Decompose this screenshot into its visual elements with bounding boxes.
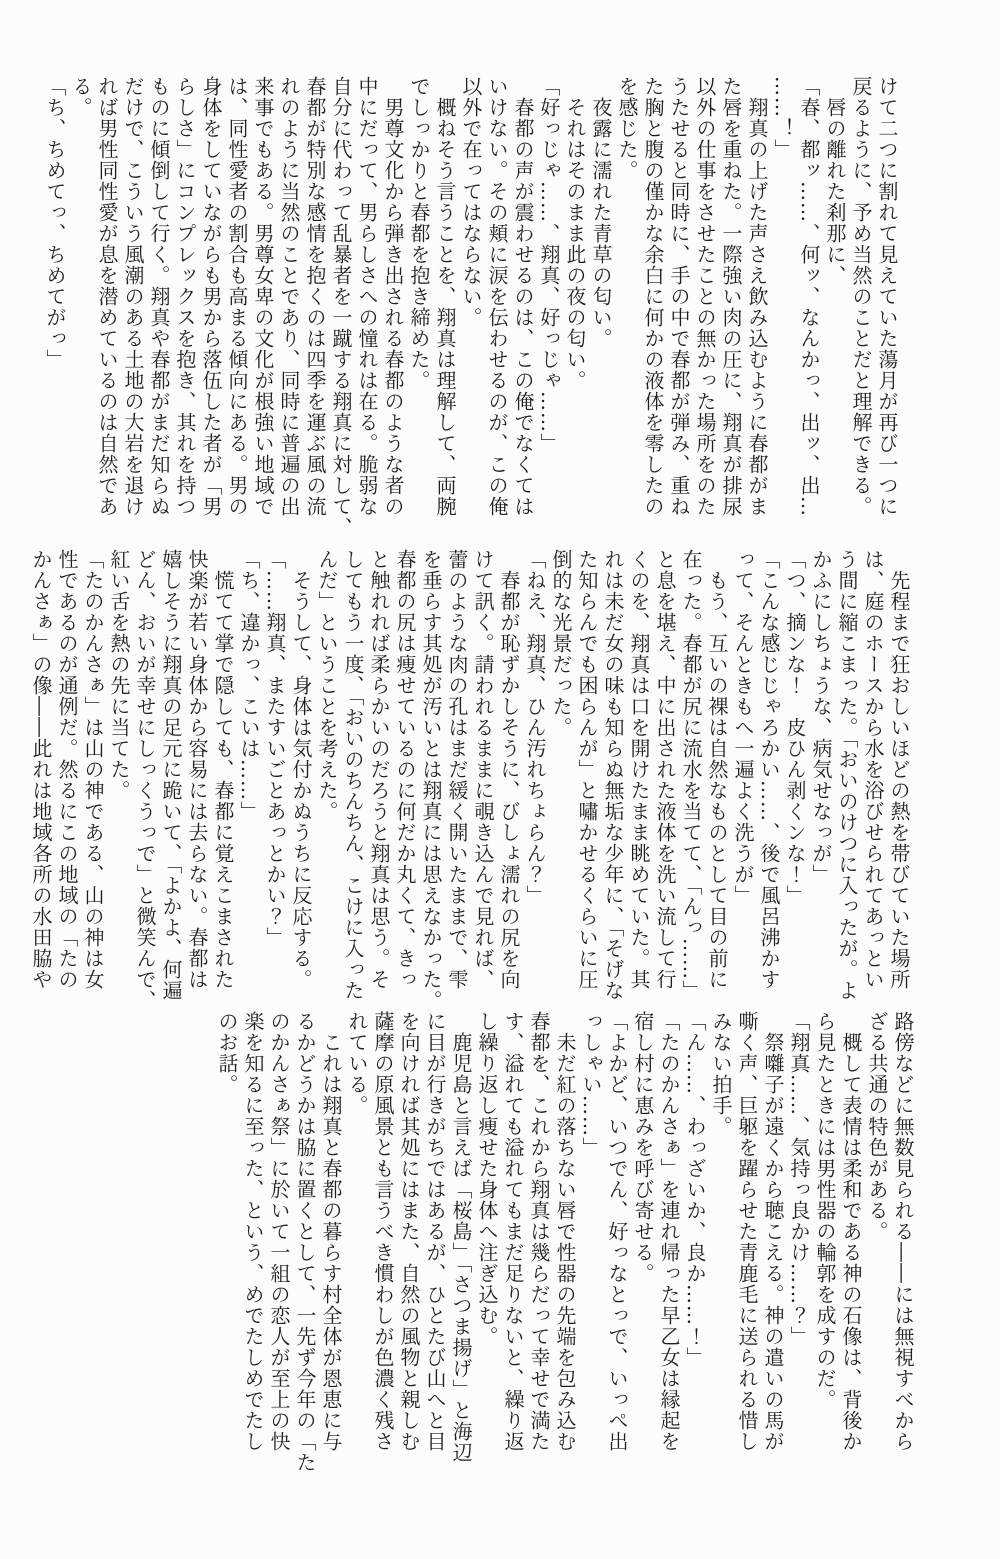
text-column: のお話。 (215, 1011, 239, 1095)
text-column: 嘶く声、巨躯を躍らせた青鹿毛に送られる惜し (735, 1011, 759, 1452)
text-column: 「つ、摘ンな！ 皮ひん剥くンな！」 (783, 549, 807, 906)
text-column: かふにしちょうな、病気せなっが」 (809, 549, 833, 885)
text-column: う間に縮こまった。「おいのけつに入ったが。よ (835, 549, 859, 1001)
text-column: 「ねえ、翔真、ひん汚れちょらん？」 (523, 549, 547, 906)
text-column: た唇を重ねた。一際強い肉の圧に、翔真が排尿 (719, 76, 743, 517)
text-column: そうして、身体は気付かぬうちに反応する。 (289, 549, 313, 990)
text-column: 嬉しそうに翔真の足元に跪いて、「よかよ、何遍 (159, 549, 183, 1001)
text-column: それはそのまま此の夜の匂い。 (563, 76, 587, 391)
text-column: を感じた。 (615, 76, 639, 181)
text-column: 概ねそう言うことを、翔真は理解して、両腕 (433, 76, 457, 517)
text-block-top (42, 76, 900, 538)
text-column: と触れれば柔らかいのだろうと翔真は思う。そ (367, 549, 391, 990)
text-column: 自分に代わって乱暴者を一蹴する翔真に対して、 (329, 76, 353, 538)
text-column: 「……翔真、またすいごとあっとかい？」 (263, 549, 287, 948)
text-column: 鹿児島と言えば「桜島」「さつま揚げ」と海辺 (449, 1011, 473, 1463)
text-column: 慌てて掌で隠しても、春都に覚えこまされた (211, 549, 235, 990)
text-column: してもう一度、「おいのちんちん、こけに入った (341, 549, 365, 1001)
text-column: 「好っじゃ……、翔真、好っじゃ……」 (537, 76, 561, 454)
text-column: みない拍手。 (709, 1011, 733, 1137)
text-column: 戻るように、予め当然のことだと理解できる。 (849, 76, 873, 517)
text-column: 春都が恥ずかしそうに、びしょ濡れの尻を向 (497, 549, 521, 990)
text-column: 春都が特別な感情を抱くのは四季を運ぶ風の流 (303, 76, 327, 517)
text-column: た知らんでも困らんが」と嘯かせるくらいに圧 (575, 549, 599, 990)
text-column: 在った。春都が尻に流水を当てて、「んっ……」 (679, 549, 703, 1001)
text-column: 「ん……、わっざいか、良か……！」 (683, 1011, 707, 1368)
text-column: らしさ」にコンプレックスを抱き、其れを持つ (173, 76, 197, 517)
text-column: 倒的な光景だった。 (549, 549, 573, 738)
text-column: んだ」ということを考えた。 (315, 549, 339, 822)
text-column: た胸と腹の僅かな余白に何かの液体を零したの (641, 76, 665, 517)
text-column: ら見たときには男性器の輪郭を成すのだ。 (813, 1011, 837, 1410)
text-column: 「ち、違かっ、こいは……」 (237, 549, 261, 822)
text-column: けて二つに割れて見えていた蕩月が再び一つに (875, 76, 899, 517)
text-column: 快楽が若い身体から容易には去らない。春都は (185, 549, 209, 990)
text-column: れは未だ女の味も知らぬ無垢な少年に、「そげな (601, 549, 625, 1001)
text-column: 「たのかんさぁ」は山の神である、山の神は女 (81, 549, 105, 990)
text-column: し繰り返し痩せた身体へ注ぎ込む。 (475, 1011, 499, 1347)
text-column: は、庭のホースから水を浴びせられてあっとい (861, 549, 885, 990)
text-column: 来事でもある。男尊女卑の文化が根強い地域で (251, 76, 275, 517)
text-column: 唇の離れた刹那に、 (823, 76, 847, 286)
text-column: どん、おいが幸せにしっくうっで」と微笑んで、 (133, 549, 157, 1011)
text-column: 宿し村に恵みを呼び寄せる。 (631, 1011, 655, 1284)
text-column: 路傍などに無数見られる――には無視すべから (891, 1011, 915, 1452)
text-column: る。 (69, 76, 93, 118)
text-column: って、そんときもへ一遍よく洗うが」 (731, 549, 755, 906)
text-block-middle (28, 549, 912, 1011)
text-column: 「ち、ちめてっ、ちめてがっ」 (43, 76, 67, 370)
text-column: 「こんな感じじゃろかい……、後で風呂沸かす (757, 549, 781, 990)
text-column: 楽を知るに至った、という、めでたしめでたし (241, 1011, 265, 1452)
text-column: 薩摩の原風景とも言うべき慣わしが色濃く残さ (371, 1011, 395, 1452)
text-column: 翔真の上げた声さえ飲み込むように春都がま (745, 76, 769, 517)
text-column: 紅い舌を熱の先に当てた。 (107, 549, 131, 801)
text-column: もう、互いの裸は自然なものとして目の前に (705, 549, 729, 990)
text-column: 身体をしていながらも男から落伍した者が「男 (199, 76, 223, 517)
text-column: 性であるのが通例だ。然るにこの地域の「たの (55, 549, 79, 990)
text-column: 春都の声が震わせるのは、この俺でなくては (511, 76, 535, 517)
text-column: れている。 (345, 1011, 369, 1116)
text-column: いけない。その頬に涙を伝わせるのが、この俺 (485, 76, 509, 517)
text-column: くのを、翔真は口を開けたまま眺めていた。其 (627, 549, 651, 990)
text-column: 以外で在ってはならない。 (459, 76, 483, 328)
text-column: うたせると同時に、手の中で春都が弾み、重ね (667, 76, 691, 517)
text-block-bottom (214, 1011, 916, 1473)
text-column: 中にだって、男らしさへの憧れは在る。脆弱な (355, 76, 379, 517)
text-column: ……！」 (771, 76, 795, 160)
text-column: っしゃい……」 (579, 1011, 603, 1158)
text-column: 「たのかんさぁ」を連れ帰った早乙女は縁起を (657, 1011, 681, 1452)
text-column: を垂らす其処が汚いとは翔真には思えなかった。 (419, 549, 443, 1011)
text-column: 未だ紅の落ちない唇で性器の先端を包み込む (553, 1011, 577, 1452)
text-column: 以外の仕事をさせたことの無かった場所をのた (693, 76, 717, 517)
text-column: 祭囃子が遠くから聴こえる。神の遣いの馬が (761, 1011, 785, 1452)
text-column: だけで、こういう風潮のある土地の大岩を退け (121, 76, 145, 517)
text-column: かんさぁ」の像――此れは地域各所の水田脇や (29, 549, 53, 990)
text-column: 「翔真……、気持っ良かけ……？」 (787, 1011, 811, 1347)
text-column: これは翔真と春都の暮らす村全体が恩恵に与 (319, 1011, 343, 1452)
text-column: す、溢れても溢れてもまだ足りないと、繰り返 (501, 1011, 525, 1452)
text-column: けて訊く。請われるままに覗き込んで見れば、 (471, 549, 495, 990)
text-column: と息を堪え、中に出された液体を洗い流して行 (653, 549, 677, 990)
text-column: 男尊文化から弾き出される春都のような者の (381, 76, 405, 517)
text-column: 先程まで狂おしいほどの熱を帯びていた場所 (887, 549, 911, 990)
text-column: れのように当然のことであり、同時に普遍の出 (277, 76, 301, 517)
text-column: 「春、都ッ……、何ッ、なんかっ、出ッ、出… (797, 76, 821, 517)
text-column: ざる共通の特色がある。 (865, 1011, 889, 1242)
text-column: に目が行きがちではあるが、ひとたび山へと目 (423, 1011, 447, 1452)
text-column: 夜露に濡れた青草の匂い。 (589, 76, 613, 349)
text-column: は、同性愛者の割合も高まる傾向にある。男の (225, 76, 249, 517)
text-column: を向ければ其処にはまた、自然の風物と親しむ (397, 1011, 421, 1452)
text-column: 「よかど、いつでん、好っなとっで、いっぺ出 (605, 1011, 629, 1452)
text-column: れば男性同性愛が息を潜めているのは自然であ (95, 76, 119, 517)
text-column: 概して表情は柔和である神の石像は、背後か (839, 1011, 863, 1452)
text-column: るかどうかは脇に置くとして、一先ず今年の「た (293, 1011, 317, 1473)
text-column: ものに傾倒して行く。翔真や春都がまだ知らぬ (147, 76, 171, 517)
text-column: 春都を、これから翔真は幾らだって幸せで満た (527, 1011, 551, 1452)
text-column: のかんさぁ祭」に於いて一組の恋人が至上の快 (267, 1011, 291, 1452)
text-column: 蕾のような肉の孔はまだ緩く開いたままで、雫 (445, 549, 469, 990)
text-column: 春都の尻は痩せているのに何だか丸くて、きっ (393, 549, 417, 990)
text-column: でしっかりと春都を抱き締めた。 (407, 76, 431, 391)
